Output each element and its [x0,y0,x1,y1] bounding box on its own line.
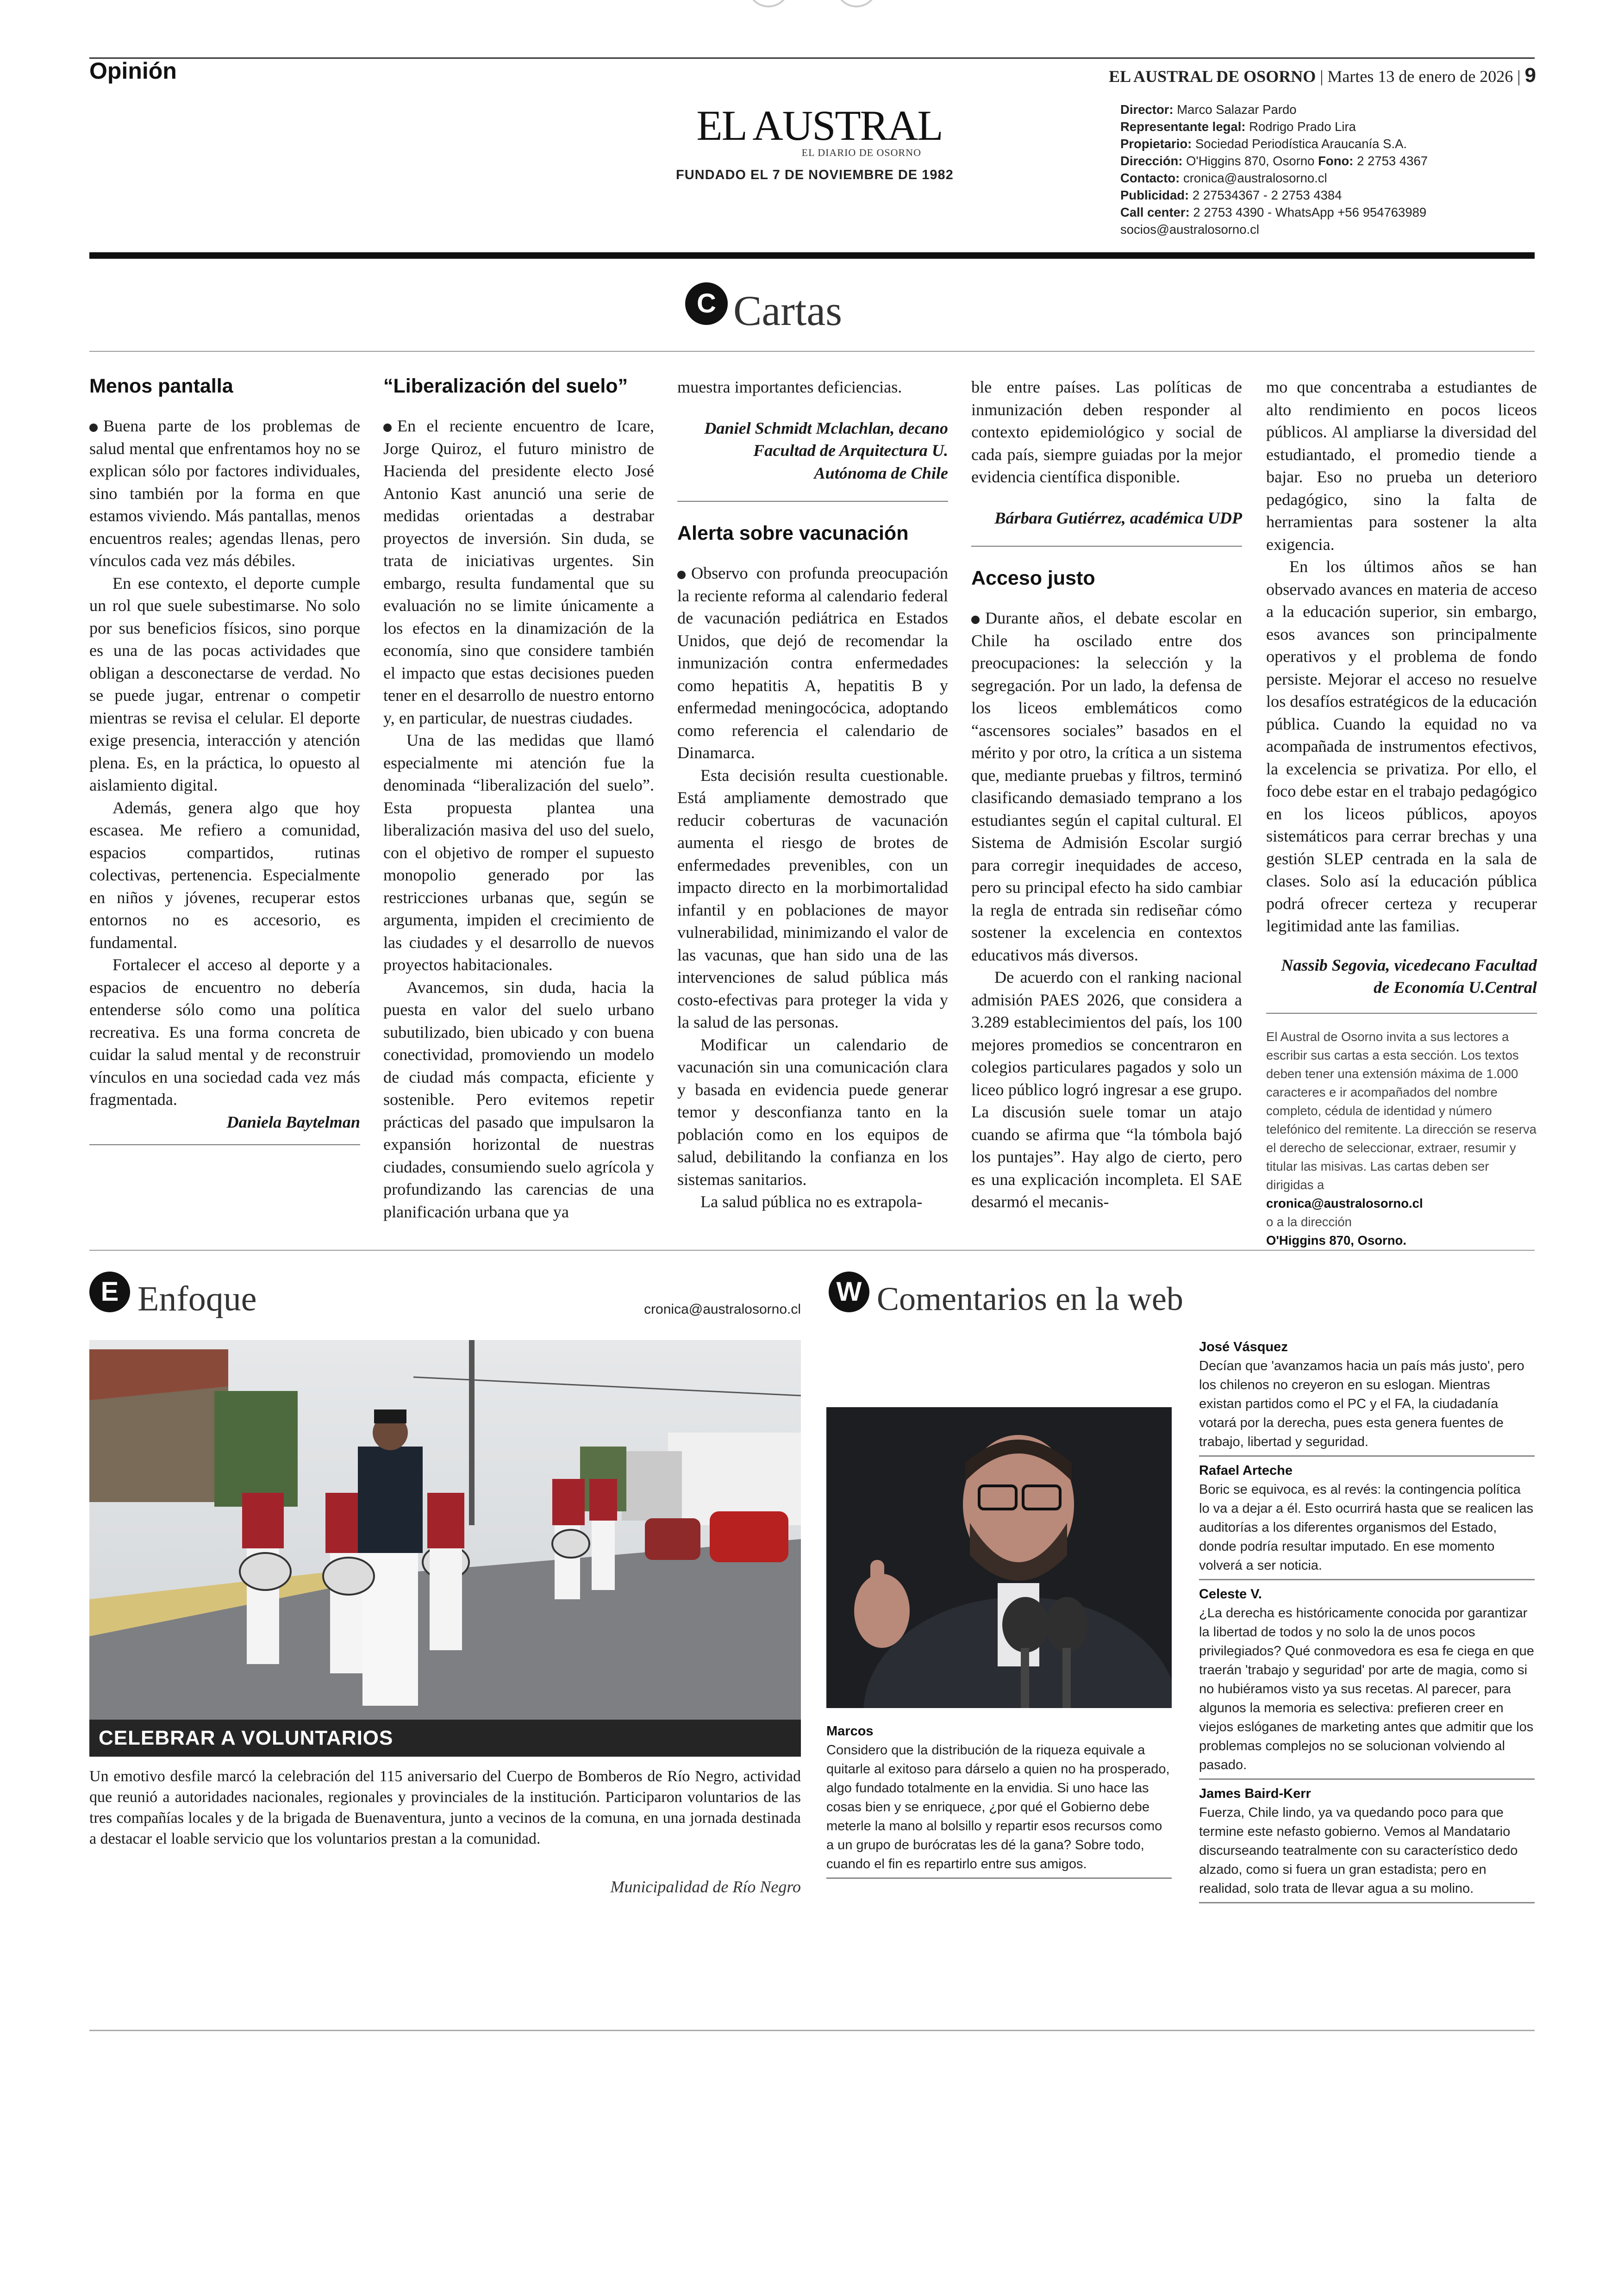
staff-line [1120,169,1537,187]
letter-paragraph: Buena parte de los problemas de salud mental que enfrentamos hoy no se explican sólo por factores individuales, sino también por la forma en que estamos viviendo. Más pantallas, menos encuentros reales; agendas llenas, pero vínculos cada vez más débiles. [89,417,360,570]
staff-label: Fono: [1318,154,1357,168]
letter-continuation: muestra importantes deficiencias. [677,378,902,396]
comments-right [1199,1333,1535,1903]
staff-line [1120,135,1537,152]
letter-paragraph: En el reciente encuentro de Icare, Jorge Quiroz, el futuro ministro de Hacienda del presidente electo José Antonio Kast anunció una serie de medidas orientadas a destrabar proyectos de inversión. Sin duda, se trata de iniciativas urgentes. Sin embargo, resulta fundamental que su evaluación no se limite únicamente a los efectos en la dinamización de la economía, sino que considere también el impacto que estas decisiones pueden tener en el desarrollo de nuestro entorno y, en particular, de nuestras ciudades. [383,417,654,727]
letter-column-3 [677,376,948,1213]
letter-separator [89,1144,360,1145]
arrow-circles-icon [745,0,875,19]
brand-subtitle: EL DIARIO DE OSORNO [801,147,921,158]
letter-heading: Menos pantalla [89,375,233,397]
comment-author: José Vásquez [1199,1340,1288,1354]
submission-note: El Austral de Osorno invita a sus lectores a escribir sus cartas a esta sección. Los textos deben tener una extensión máxima de 1.000 caracteres e ir acompañados del nombre completo, cédula de identidad y número telefónico del remitente. La dirección se reserva el derecho de seleccionar, extraer, resumir y titular las misivas. Las cartas deben ser dirigidas a cronica@australosorno.cl o a la dirección O'Higgins 870, Osorno. [1266,1029,1537,1247]
comment-item [1199,1580,1535,1780]
staff-label: Propietario: [1120,137,1195,151]
comment-text: Decían que 'avanzamos hacia un país más justo', pero los chilenos no creyeron en su eslogan. Mientras existan partidos como el PC y el FA, la ciudadanía votará por la derecha, pues esta genera fuentes de trabajo, libertad y seguridad. [1199,1359,1524,1449]
bullet-icon [677,571,686,579]
letter-menos-pantalla [89,373,360,1164]
enfoque-email[interactable]: cronica@australosorno.cl [644,1302,801,1317]
letter-paragraph: Modificar un calendario de vacunación sin una comunicación clara y basada en evidencia puede generar temor y desconfianza tanto en la población como en los equipos de salud, debilitando la confianza en los sistemas sanitarios. [677,1035,948,1189]
staff-label: Director: [1120,102,1177,117]
speaker-photo-icon [826,1407,1172,1708]
staff-value: cronica@australosorno.cl [1183,171,1327,185]
staff-value: 2 2753 4367 [1357,154,1428,168]
staff-label: Publicidad: [1120,188,1193,202]
comment-text: Boric se equivoca, es al revés: la contingencia política lo va a dejar a él. Esto ocurrirá hasta que se realicen las auditorías a los diferentes organismos del Estado, donde podría resultar imputado. En ese momento volverá a ser noticia. [1199,1482,1534,1573]
letter-paragraph: En los últimos años se han observado avances en materia de acceso a la educación superior, sin embargo, esos avances son principalmente operativos y el problema de fondo persiste. Mejorar el acceso no resuelve los desafíos estratégicos de la educación pública. Cuando la equidad no va acompañada de instrumentos efectivos, la excelencia se privatiza. Por ello, el foco debe estar en el trabajo pedagógico en los liceos públicos, apoyos sistemáticos para cerrar brechas y una gestión SLEP centrada en la sala de clases. Solo así la educación pública podrá ofrecer certeza y recuperar legitimidad ante las familias. [1266,557,1537,935]
comentarios-title: Comentarios en la web [877,1280,1183,1318]
photo-caption: CELEBRAR A VOLUNTARIOS [89,1720,801,1757]
comentarios-header [829,1272,1183,1316]
staff-line [1120,118,1537,135]
letter-signature: Daniel Schmidt Mclachlan, decano Facultad de Arquitectura U. Autónoma de Chile [704,418,948,482]
staff-value: Marco Salazar Pardo [1177,102,1297,117]
letter-heading: “Liberalización del suelo” [383,375,628,397]
letter-column-4 [971,376,1242,1213]
letter-paragraph: mo que concentraba a estudiantes de alto rendimiento en pocos liceos públicos. Al ampliarse la diversidad del estudiantado, el promedio tiende a bajar. Eso no prueba un deterioro pedagógico, sino la falta de herramientas para sostener la alta exigencia. [1266,378,1537,554]
letter-paragraph: Durante años, el debate escolar en Chile ha oscilado entre dos preocupaciones: la selección y la segregación. Por un lado, la defensa de los liceos emblemáticos como “ascensores sociales” basados en el mérito y por otro, la crítica a un sistema que, mediante pruebas y filtros, terminó clasificando demasiado temprano a los estudiantes según el capital cultural. El Sistema de Admisión Escolar surgió para corregir inequidades de acceso, pero su principal efecto ha sido cambiar la regla de entrada sin rediseñar cómo sostener la excelencia en contextos educativos más diversos. [971,609,1242,964]
staff-box [1120,101,1537,238]
staff-line [1120,204,1537,221]
staff-line [1120,187,1537,204]
enfoque-header [89,1272,257,1319]
masthead-bar [89,252,1535,259]
letter-liberalizacion [383,373,654,1223]
staff-label: Call center: [1120,205,1193,219]
top-rule [89,57,1535,59]
comment-text: Considero que la distribución de la riqueza equivale a quitarle al exitoso para dárselo a quien no ha prosperado, algo fundado totalmente en la envidia. Si uno hace las cosas bien y se enriquece, ¿por qué el Gobierno debe meterle la mano al bolsillo y repartir esos recursos como a un grupo de burócratas les dé la gana? Sobre todo, cuando el fin es repartirlo entre sus amigos. [826,1743,1170,1871]
letter-paragraph: Una de las medidas que llamó especialmente mi atención fue la denominada “liberalización del suelo”. Esta propuesta plantea una liberalización masiva del uso del suelo, con el objetivo de romper el supuesto monopolio generado por las restricciones urbanas que, según se argumenta, impiden el crecimiento de las ciudades y el desarrollo de nuevos proyectos habitacionales. [383,731,654,974]
note-or: o a la dirección [1266,1214,1352,1229]
letter-separator [971,546,1242,547]
parade-photo-icon [89,1340,801,1757]
masthead-logo [676,104,963,159]
comment-text: ¿La derecha es históricamente conocida por garantizar la libertad de todos y no solo la de unos pocos privilegiados? Qué conmovedora es esa fe ciega en que traerán 'trabajo y seguridad' por arte de magia, como si no hubiéramos visto ya sus recetas. Al parecer, para algunos la memoria es selectiva: prefieren creer en viejos eslóganes de marketing antes que admitir que los problemas complejos no se solucionan volviendo al pasado. [1199,1606,1534,1772]
staff-label: Contacto: [1120,171,1183,185]
staff-value: Rodrigo Prado Lira [1249,119,1356,134]
enfoque-photo [89,1340,801,1757]
letter-column-5 [1266,376,1537,1250]
cartas-header [685,282,843,335]
section-label: Opinión [89,58,177,84]
comment-item [1199,1780,1535,1903]
staff-label: Representante legal: [1120,119,1249,134]
cartas-bottom-rule [89,1250,1535,1251]
page-number: 9 [1524,64,1536,87]
page-bottom-rule [89,2030,1535,2031]
cartas-rule [89,351,1535,352]
letter-signature: Daniela Baytelman [226,1112,360,1131]
enfoque-credit: Municipalidad de Río Negro [610,1877,801,1896]
comment-text: Fuerza, Chile lindo, ya va quedando poco para que termine este nefasto gobierno. Vemos al Mandatario discurseando teatralmente con su característico dedo alzado, como si fuera un gran estadista; pero en realidad, solo trata de llevar agua a su molino. [1199,1805,1518,1896]
note-address: O'Higgins 870, Osorno. [1266,1233,1406,1247]
bullet-icon [971,616,980,624]
staff-value: 2 27534367 - 2 2753 4384 [1192,188,1342,202]
letter-paragraph: Fortalecer el acceso al deporte y a espacios de encuentro no debería entenderse sólo como una política recreativa. Es una forma concreta de cuidar la salud mental y de reconstruir vínculos en una sociedad cada vez más fragmentada. [89,955,360,1109]
page-folio: EL AUSTRAL DE OSORNO | Martes 13 de enero de 2026 | 9 [1109,64,1536,87]
bullet-icon [383,424,392,432]
letter-signature: Nassib Segovia, vicedecano Facultad de Economía U.Central [1281,955,1537,997]
comment-author: Celeste V. [1199,1587,1262,1602]
paper-name: EL AUSTRAL DE OSORNO [1109,67,1316,86]
staff-value: Sociedad Periodística Araucanía S.A. [1195,137,1407,151]
comment-author: James Baird-Kerr [1199,1786,1311,1801]
staff-line [1120,101,1537,118]
comment-item [1199,1333,1535,1457]
letter-paragraph: Observo con profunda preocupación la reciente reforma al calendario federal de vacunación pediátrica en Estados Unidos, que dejó de recomendar la inmunización contra enfermedades como hepatitis A, hepatitis B y enfermedad meningocócica, adoptando como referencia el calendario de Dinamarca. [677,564,948,762]
letter-heading: Acceso justo [971,567,1095,589]
issue-date: Martes 13 de enero de 2026 [1327,67,1513,86]
comment-item [1199,1457,1535,1580]
letter-paragraph: Esta decisión resulta cuestionable. Está ampliamente demostrado que reducir coberturas de vacunación aumenta el riesgo de brotes de enfermedades prevenibles, con un impacto directo en la morbimortalidad infantil y en poblaciones de mayor vulnerabilidad, minimizando el valor de las vacunas, que han sido una de las intervenciones de salud pública más costo-efectivas para proteger la vida y la salud de las personas. [677,766,948,1031]
staff-value: 2 2753 4390 - WhatsApp +56 954763989 [1193,205,1427,219]
letter-continuation: ble entre países. Las políticas de inmunización deben responder al contexto epidemiológico y social de cada país, siempre guiadas por la mejor evidencia científica disponible. [971,378,1242,486]
letter-signature: Bárbara Gutiérrez, académica UDP [994,508,1242,527]
comment-author: Marcos [826,1724,874,1739]
enfoque-badge: E [89,1272,130,1312]
staff-label: Dirección: [1120,154,1187,168]
comment-author: Rafael Arteche [1199,1463,1293,1478]
cartas-title: Cartas [733,287,843,335]
letter-paragraph: Además, genera algo que hoy escasea. Me refiero a comunidad, espacios compartidos, rutinas colectivas, pertenencia. Especialmente en niños y jóvenes, recuperar estos entornos no es accesorio, es fundamental. [89,798,360,952]
comentarios-badge: W [829,1272,869,1312]
enfoque-text: Un emotivo desfile marcó la celebración del 115 aniversario del Cuerpo de Bomberos de Río Negro, actividad que reunió a autoridades nacionales, regionales y provinciales de la institución. Participaron voluntarios de las tres compañías locales y de la brigada de Buenaventura, junto a vecinos de la comuna, en una jornada destinada a destacar el loable servicio que los voluntarios prestan a la comunidad. [89,1768,801,1847]
staff-line [1120,221,1537,238]
comment-left [826,1722,1172,1879]
staff-line [1120,152,1537,169]
staff-value: O'Higgins 870, Osorno [1186,154,1318,168]
comentarios-photo [826,1407,1172,1708]
letter-paragraph: Avancemos, sin duda, hacia la puesta en valor del suelo urbano subutilizado, bien ubicado y con buena conectividad, promoviendo un modelo de ciudad más compacta, eficiente y sostenible. Pero evitemos repetir prácticas del pasado que impulsaron la expansión horizontal de nuestras ciudades, consumiendo suelo agrícola y profundizando las carencias de una planificación urbana que ya [383,978,654,1221]
founded-line: FUNDADO EL 7 DE NOVIEMBRE DE 1982 [676,168,954,182]
note-email[interactable]: cronica@australosorno.cl [1266,1196,1423,1210]
letter-separator [677,501,948,502]
brand-name: EL AUSTRAL [696,102,943,149]
scroll-up-arrows[interactable] [745,0,875,19]
letter-separator [1266,1013,1537,1014]
letter-paragraph: La salud pública no es extrapola- [700,1192,923,1211]
cartas-badge: C [685,282,728,325]
letter-paragraph: De acuerdo con el ranking nacional admisión PAES 2026, que considera a 3.289 establecimientos del país, los 100 mejores promedios se concentraron en colegios particulares pagados y solo un liceo público logró ingresar a ese grupo. La discusión suele tomar un atajo cuando se afirma que “la tómbola bajó los puntajes”. Hay algo de cierto, pero es una explicación incompleta. El SAE desarmó el mecanis- [971,968,1242,1211]
bullet-icon [89,424,98,432]
letter-heading: Alerta sobre vacunación [677,522,909,544]
staff-value: socios@australosorno.cl [1120,222,1259,237]
enfoque-title: Enfoque [137,1279,257,1319]
letter-paragraph: En ese contexto, el deporte cumple un rol que suele subestimarse. No solo por sus beneficios físicos, sino porque es una de las pocas actividades que obligan a desconectarse de verdad. No se puede jugar, entrenar o competir mientras se revisa el celular. El deporte exige presencia, interacción y atención plena. Es, en la práctica, lo opuesto al aislamiento digital. [89,574,360,794]
